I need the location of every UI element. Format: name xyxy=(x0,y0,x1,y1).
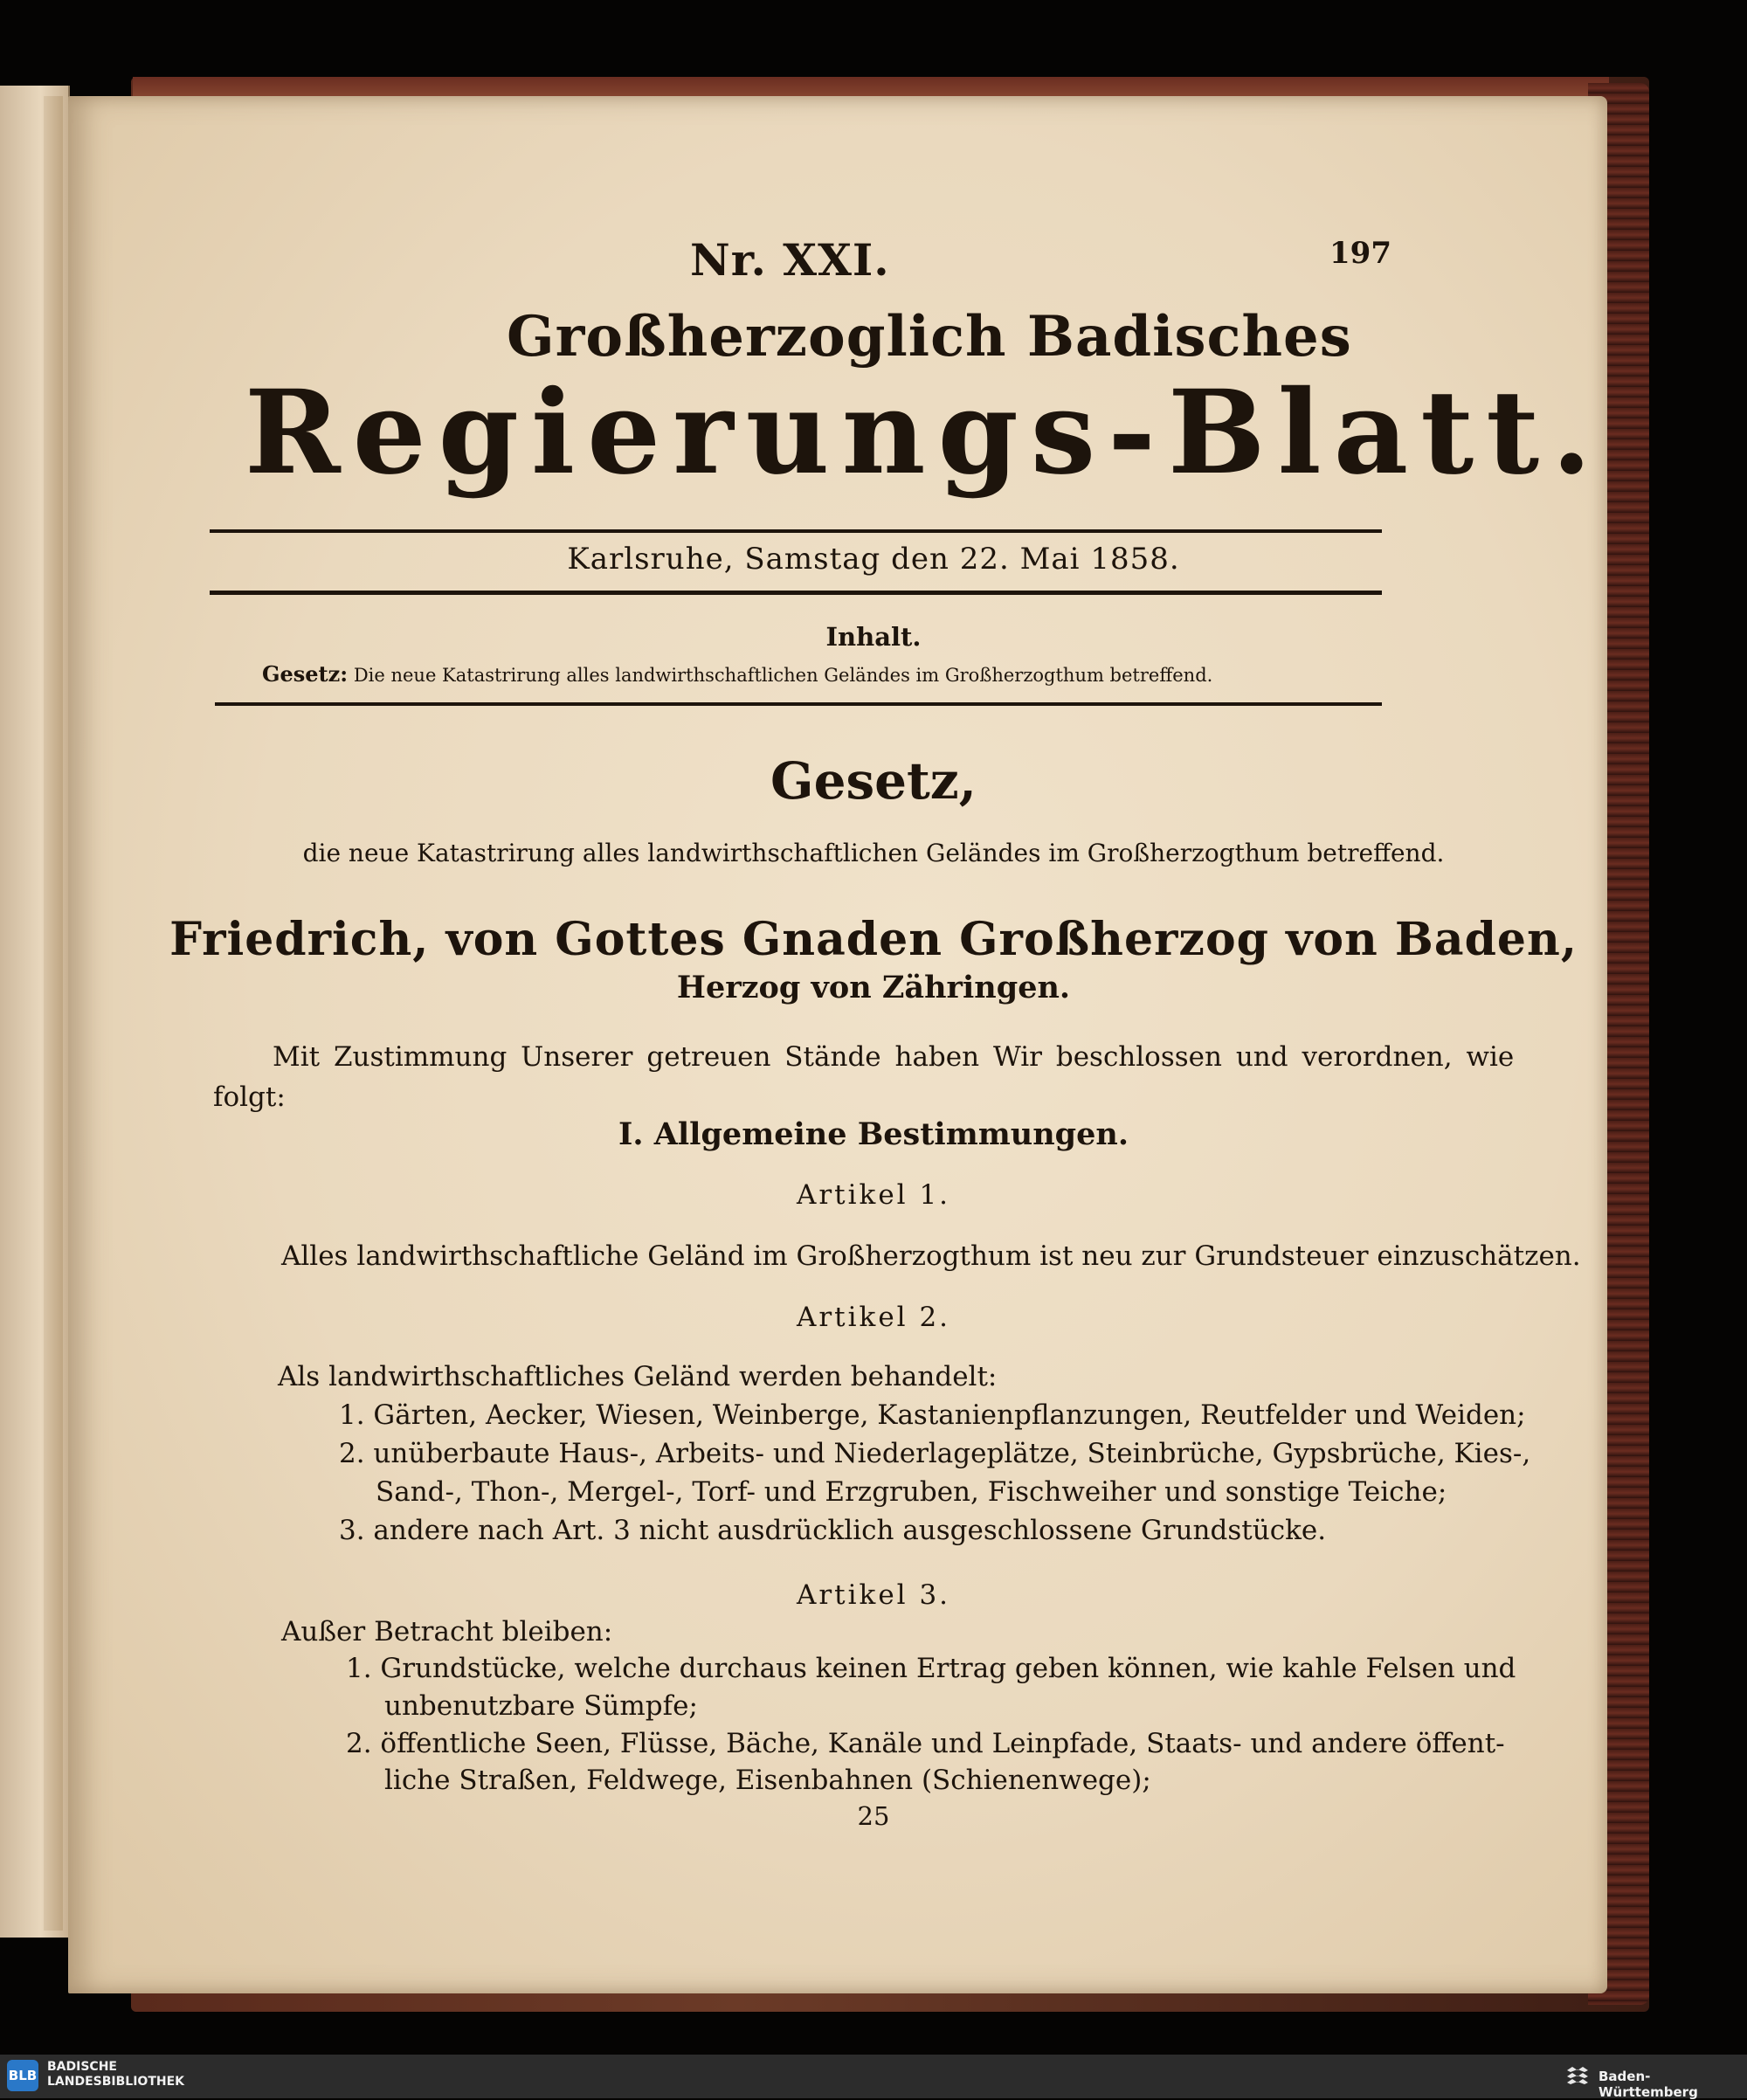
contents-text: Die neue Katastrirung alles landwirthschaftlichen Geländes im Großherzogthum betreffend. xyxy=(353,665,1213,686)
section-heading xyxy=(0,1116,1747,1152)
article-intro: Als landwirthschaftliches Geländ werden behandelt: xyxy=(278,1361,998,1392)
section-title: Allgemeine Bestimmungen. xyxy=(653,1116,1129,1152)
blb-logo[interactable]: BLB xyxy=(7,2060,38,2091)
state-name[interactable]: Baden-Württemberg xyxy=(1599,2069,1698,2100)
contents-rule xyxy=(215,702,1382,706)
article-heading: Artikel 1. xyxy=(796,1179,951,1211)
law-subtitle: die neue Katastrirung alles landwirthschaftlichen Geländes im Großherzogthum betreffend. xyxy=(302,839,1445,867)
signature-mark: 25 xyxy=(857,1801,890,1831)
library-name[interactable] xyxy=(47,2060,184,2090)
list-item: 2. unüberbaute Haus-, Arbeits- und Niederlageplätze, Steinbrüche, Gypsbrüche, Kies-, xyxy=(339,1438,1531,1469)
list-item: Sand-, Thon-, Mergel-, Torf- und Erzgruben, Fischweiher und sonstige Teiche; xyxy=(376,1476,1447,1508)
contents-entry xyxy=(262,661,1212,687)
preamble: Mit Zustimmung Unserer getreuen Stände haben Wir beschlossen und verordnen, wie xyxy=(273,1041,1515,1073)
left-page-shadow xyxy=(44,96,63,1931)
viewer-footer-bar xyxy=(0,2055,1747,2098)
date-line: Karlsruhe, Samstag den 22. Mai 1858. xyxy=(567,542,1180,577)
title-main: Regierungs-Blatt. xyxy=(245,365,1605,501)
library-name-line-1: BADISCHE xyxy=(47,2060,117,2074)
coat-of-arms-icon xyxy=(1564,2062,1592,2090)
article-heading: Artikel 3. xyxy=(796,1579,951,1611)
article-heading: Artikel 2. xyxy=(796,1302,951,1333)
list-item: unbenutzbare Sümpfe; xyxy=(384,1690,698,1722)
issue-number: Nr. XXI. xyxy=(690,234,890,286)
header-rule-bottom xyxy=(210,591,1382,595)
list-item: 1. Grundstücke, welche durchaus keinen Ertrag geben können, wie kahle Felsen und xyxy=(346,1653,1516,1684)
header-rule-top xyxy=(210,529,1382,533)
contents-label: Gesetz: xyxy=(262,661,349,687)
title-subheading: Großherzoglich Badisches xyxy=(507,304,1352,370)
sovereign-subtitle: Herzog von Zähringen. xyxy=(676,970,1071,1005)
list-item: 2. öffentliche Seen, Flüsse, Bäche, Kanäle und Leinpfade, Staats- und andere öffent- xyxy=(346,1728,1505,1759)
library-name-line-2: LANDESBIBLIOTHEK xyxy=(47,2075,185,2089)
section-number: I. xyxy=(618,1116,644,1152)
law-heading: Gesetz, xyxy=(770,751,977,811)
sovereign-title: Friedrich, von Gottes Gnaden Großherzog von Baden, xyxy=(169,913,1578,966)
page-number: 197 xyxy=(1329,236,1391,271)
list-item: 1. Gärten, Aecker, Wiesen, Weinberge, Kastanienpflanzungen, Reutfelder und Weiden; xyxy=(339,1399,1526,1431)
article-intro: Außer Betracht bleiben: xyxy=(281,1616,613,1648)
preamble-continued: folgt: xyxy=(213,1081,286,1113)
list-item: 3. andere nach Art. 3 nicht ausdrücklich ausgeschlossene Grundstücke. xyxy=(339,1515,1327,1546)
article-line: Alles landwirthschaftliche Geländ im Großherzogthum ist neu zur Grundsteuer einzuschätzen. xyxy=(281,1240,1581,1272)
list-item: liche Straßen, Feldwege, Eisenbahnen (Schienenwege); xyxy=(384,1765,1151,1796)
contents-heading: Inhalt. xyxy=(825,622,922,652)
